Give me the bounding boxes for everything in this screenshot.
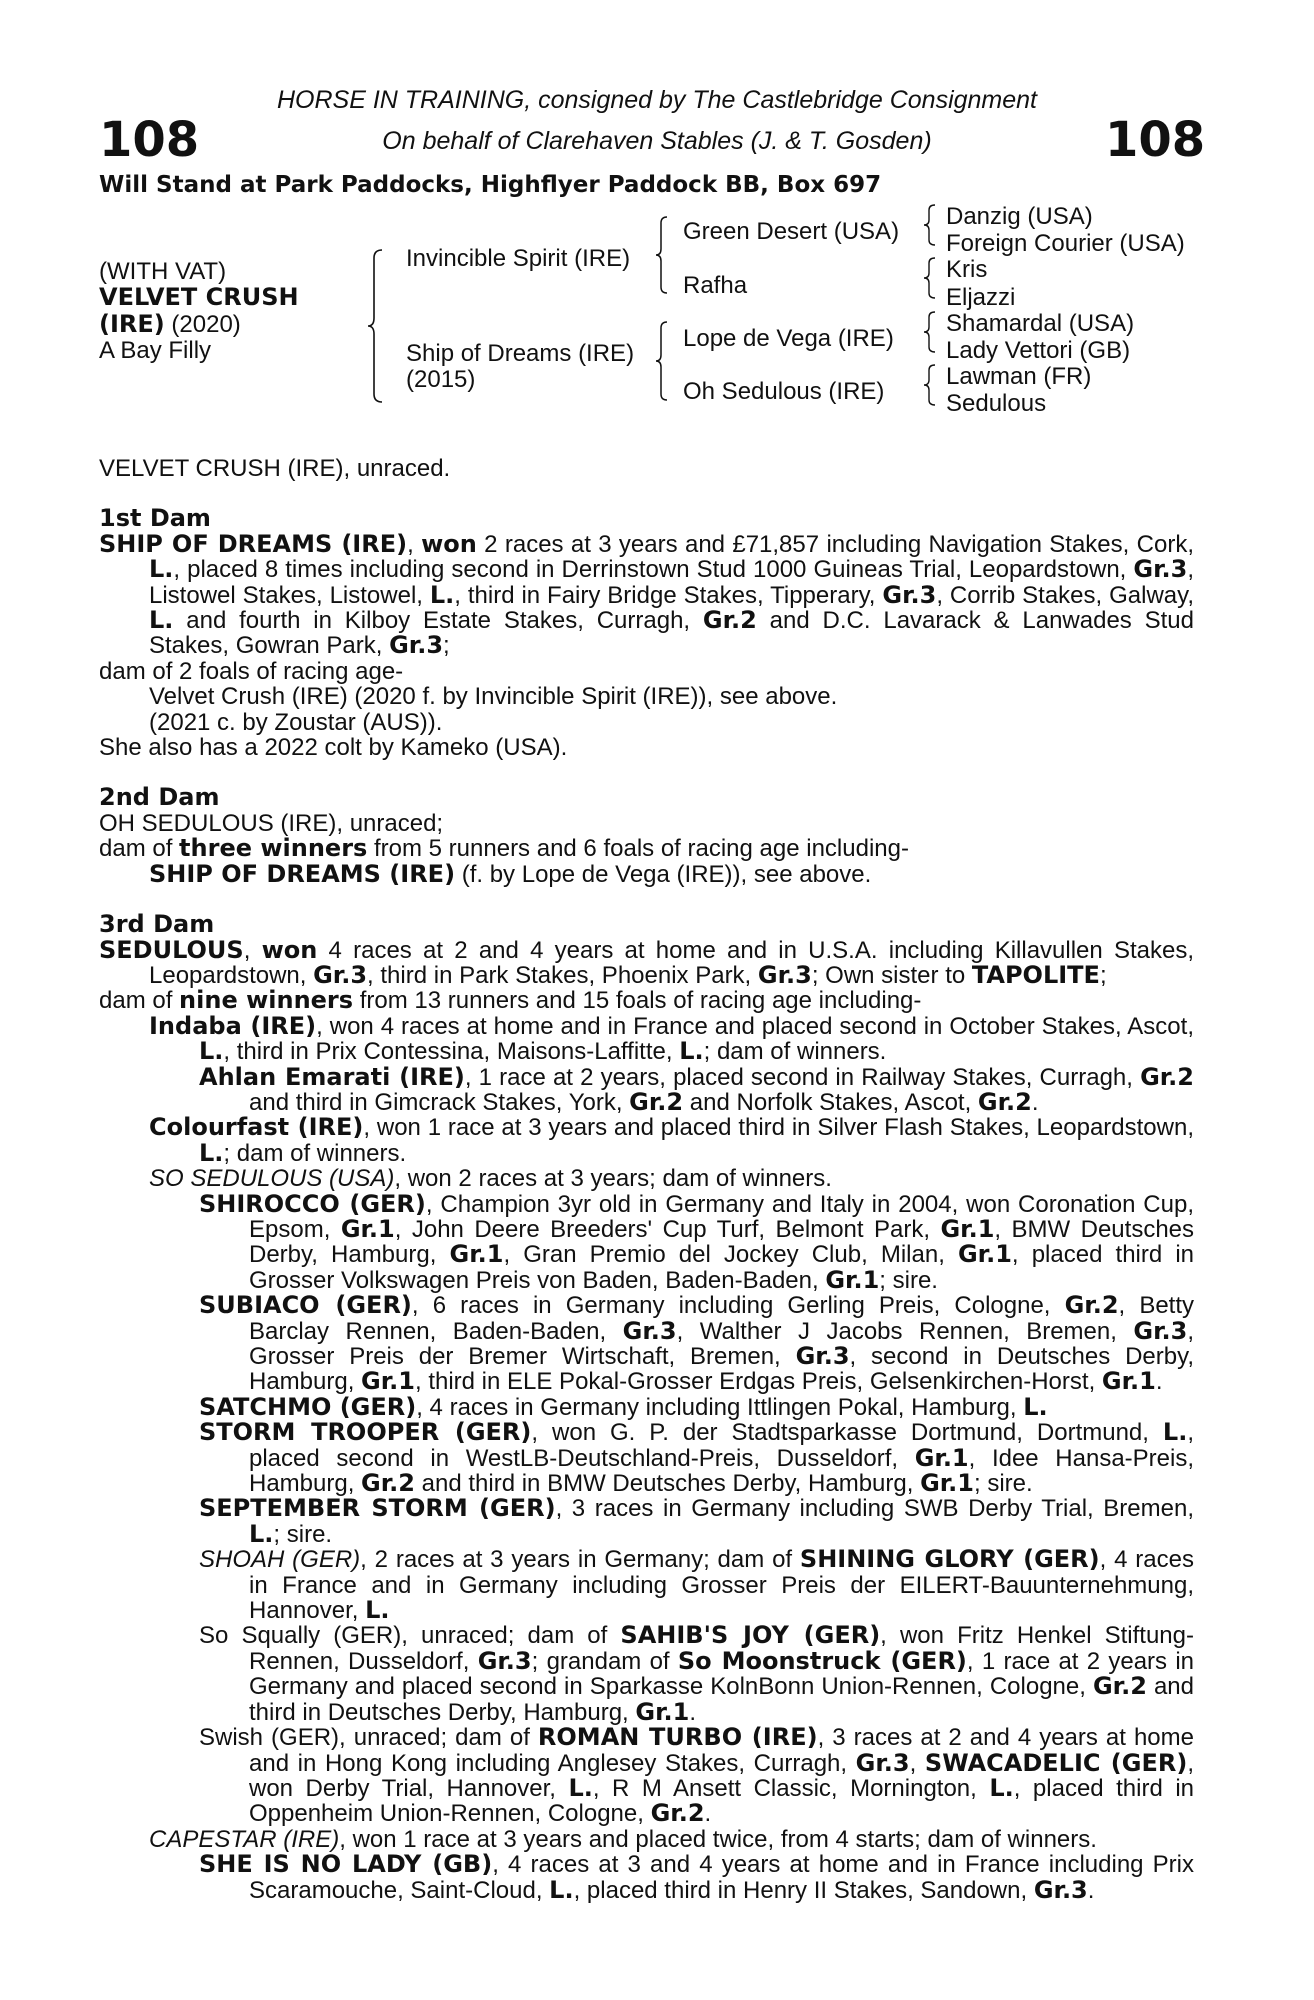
text: Swish (GER), unraced; dam of [199, 1724, 538, 1752]
header-vendor-line: On behalf of Clarehaven Stables (J. & T. Gosden) [382, 127, 932, 155]
text: and D.C. Lavarack & Lanwades Stud Stakes, Gowran Park, [149, 607, 1194, 660]
horse-name: SUBIACO (GER) [199, 1291, 412, 1320]
text: , won 1 race at 3 years and placed twice, from 4 starts; dam of winners. [339, 1825, 1097, 1853]
grade: Gr.2 [650, 1799, 705, 1828]
grade: Gr.3 [477, 1646, 532, 1675]
pedigree-ssd: Foreign Courier (USA) [946, 230, 1185, 257]
header-consignor-line: HORSE IN TRAINING, consigned by The Castlebridge Consignment [276, 86, 1038, 114]
horse-name: SO SEDULOUS (USA) [149, 1165, 395, 1193]
pedigree-brace-dd [922, 363, 938, 407]
horse-country: (IRE) [99, 310, 165, 338]
first-dam-record: SHIP OF DREAMS (IRE), won 2 races at 3 years and £71,857 including Navigation Stakes, Cork, L., placed 8 times including second in Derrinstown Stud 1000 Guineas Trial, Leopardstown, Gr.3, Listowel Stakes, Listowel, L., third in Fairy Bridge Stakes, Tipperary, Gr.3, Corrib Stakes, Galway, L. and fourth in Kilboy Estate Stakes, Curragh, Gr.2 and D.C. Lavarack & Lanwades Stud Stakes, Gowran Park, Gr.3; [99, 529, 1195, 660]
grade: Gr.3 [795, 1342, 850, 1370]
text: from 13 runners and 15 foals of racing age including- [353, 987, 922, 1015]
third-dam-produce [99, 988, 1194, 1013]
pedigree-brace-ds [922, 310, 938, 354]
grade: Gr.1 [957, 1240, 1012, 1269]
grade: L. [989, 1773, 1014, 1802]
text: , Gran Premio del Jockey Club, Milan, [503, 1241, 958, 1269]
text: , Idee Hansa-Preis, Hamburg, [249, 1444, 1195, 1498]
horse-name: Colourfast (IRE) [149, 1113, 364, 1142]
text: , won 1 race at 3 years and placed third in Silver Flash Stakes, Leopardstown, [363, 1114, 1194, 1142]
text: ; sire. [273, 1520, 333, 1548]
horse-name: TAPOLITE [971, 960, 1100, 989]
grade: Gr.1 [361, 1367, 415, 1396]
grade: Gr.2 [1140, 1062, 1194, 1091]
grade: L. [679, 1037, 704, 1066]
grade: Gr.3 [855, 1748, 910, 1777]
winners-count: three winners [179, 834, 368, 863]
foal-2021-colt: (2021 c. by Zoustar (AUS)). [149, 708, 443, 736]
text: , Walther J Jacobs Rennen, Bremen, [676, 1317, 1134, 1345]
text: dam of [99, 987, 180, 1015]
text: , R M Ansett Classic, Mornington, [592, 1774, 990, 1802]
text: , 4 races in Germany including Ittlingen Pokal, Hamburg, [416, 1393, 1024, 1421]
text: , third in Prix Contessina, Maisons-Laffitte, [223, 1038, 680, 1066]
horse-name: SHINING GLORY (GER) [799, 1545, 1100, 1574]
grade: Gr.3 [1133, 1316, 1188, 1345]
won-word: won [421, 529, 477, 558]
produce-storm-trooper [99, 1420, 1194, 1496]
text: ; sire. [879, 1266, 938, 1294]
pedigree-dam-dam: Oh Sedulous (IRE) [683, 378, 885, 405]
grade: L. [568, 1773, 593, 1802]
text: (f. by Lope de Vega (IRE)), see above. [455, 860, 872, 888]
horse-name: SHIROCCO (GER) [199, 1189, 426, 1218]
won-word: won [261, 935, 318, 964]
produce-satchmo [99, 1392, 1194, 1421]
text: , won Derby Trial, Hannover, [249, 1749, 1194, 1802]
grade: L. [1023, 1392, 1048, 1421]
grade: Gr.2 [977, 1087, 1032, 1116]
horse-name: SHOAH (GER) [199, 1546, 361, 1574]
text: , 6 races in Germany including Gerling Preis, Cologne, [411, 1292, 1065, 1320]
grade: Gr.3 [622, 1316, 677, 1345]
text: , placed third in Oppenheim Union-Rennen, Cologne, [249, 1774, 1194, 1828]
text: and third in BMW Deutsches Derby, Hamburg, [414, 1470, 921, 1498]
grade: Gr.3 [1133, 555, 1188, 584]
text: ; dam of winners. [223, 1139, 407, 1167]
lot-number-left: 108 [99, 112, 200, 168]
grade: Gr.3 [882, 580, 937, 609]
second-dam-record: OH SEDULOUS (IRE), unraced; [99, 809, 444, 837]
horse-suffix-year [99, 310, 241, 339]
text: ; [1099, 961, 1107, 989]
text: , placed third in Grosser Volkswagen Preis von Baden, Baden-Baden, [249, 1241, 1194, 1294]
foal-velvet-crush: Velvet Crush (IRE) (2020 f. by Invincible Spirit (IRE)), see above. [149, 683, 838, 711]
text: 2 races at 3 years and £71,857 including Navigation Stakes, Cork, [476, 530, 1194, 558]
third-dam-name: SEDULOUS [99, 935, 244, 964]
horse-name: CAPESTAR (IRE) [149, 1825, 340, 1853]
text: from 5 runners and 6 foals of racing age including- [367, 835, 909, 863]
pedigree-dam: Ship of Dreams (IRE) [406, 340, 635, 367]
produce-september-storm [99, 1496, 1194, 1547]
produce-subiaco [99, 1293, 1194, 1395]
text: , won 2 races at 3 years; dam of winners. [394, 1165, 832, 1193]
stand-location: Will Stand at Park Paddocks, Highflyer Paddock BB, Box 697 [99, 172, 882, 198]
text: and third in Gimcrack Stakes, York, [249, 1088, 630, 1116]
text: dam of [99, 835, 180, 863]
horse-name: So Moonstruck (GER) [677, 1646, 967, 1675]
grade: Gr.3 [757, 960, 812, 989]
grade: Gr.2 [361, 1469, 415, 1498]
grade: L. [429, 580, 455, 609]
text: and fourth in Kilboy Estate Stakes, Curragh, [173, 607, 703, 635]
grade: L. [149, 606, 174, 635]
grade: L. [149, 555, 174, 584]
horse-name: SAHIB'S JOY (GER) [620, 1621, 881, 1650]
text: 4 races at 2 and 4 years at home and in U.S.A. including Killavullen Stakes, Leopardstown, [149, 936, 1194, 989]
text: ; Own sister to [811, 961, 972, 989]
pedigree-brace-sd [922, 256, 938, 300]
second-dam-produce-ship-of-dreams [99, 859, 1194, 888]
pedigree-sire-dam: Rafha [683, 272, 748, 299]
grade: Gr.1 [940, 1214, 995, 1243]
text: , 2 races at 3 years in Germany; dam of [360, 1546, 800, 1574]
text: , second in Deutsches Derby, Hamburg, [249, 1343, 1194, 1396]
grade: Gr.1 [635, 1697, 690, 1726]
produce-she-is-no-lady [99, 1852, 1194, 1903]
produce-swish [99, 1725, 1194, 1827]
pedigree-sire: Invincible Spirit (IRE) [406, 245, 631, 272]
produce-indaba [99, 1011, 1194, 1066]
text: , won 4 races at home and in France and placed second in October Stakes, Ascot, [316, 1012, 1194, 1040]
text: , [243, 936, 262, 964]
horse-name: VELVET CRUSH [99, 283, 299, 311]
first-dam-heading: 1st Dam [99, 504, 211, 533]
grade: L. [199, 1037, 224, 1066]
pedigree-brace-dam [654, 320, 670, 402]
text: , 1 race at 2 years in Germany and placed second in Sparkasse KolnBonn Union-Rennen, Cologne, [249, 1647, 1194, 1701]
grade: Gr.1 [914, 1443, 969, 1472]
horse-name: SWACADELIC (GER) [924, 1748, 1188, 1777]
text: . [1031, 1088, 1039, 1116]
text: , 4 races in France and in Germany including Grosser Preis der EILERT-Bauunternehmung, Hannover, [249, 1546, 1194, 1625]
text: , BMW Deutsches Derby, Hamburg, [249, 1215, 1195, 1269]
grade: Gr.3 [1033, 1875, 1088, 1904]
second-dam-heading: 2nd Dam [99, 783, 220, 812]
text: . [704, 1800, 712, 1828]
grade: L. [365, 1596, 390, 1625]
first-dam-name: SHIP OF DREAMS (IRE) [99, 529, 408, 558]
pedigree-sire-sire: Green Desert (USA) [683, 218, 900, 245]
grade: Gr.2 [1064, 1291, 1119, 1320]
grade: L. [1162, 1418, 1188, 1447]
vat-note: (WITH VAT) [99, 258, 227, 285]
grade: Gr.1 [920, 1469, 974, 1498]
third-dam-record [99, 935, 1194, 989]
horse-name: Ahlan Emarati (IRE) [199, 1062, 465, 1091]
grade: Gr.1 [825, 1265, 880, 1294]
grade: L. [549, 1875, 574, 1904]
text: , 1 race at 2 years, placed second in Railway Stakes, Curragh, [464, 1063, 1141, 1091]
pedigree-brace-ss [922, 203, 938, 247]
produce-capestar [99, 1827, 1194, 1852]
text: , third in ELE Pokal-Grosser Erdgas Preis, Gelsenkirchen-Horst, [414, 1368, 1102, 1396]
text: , third in Fairy Bridge Stakes, Tipperary, [454, 581, 883, 609]
text: , John Deere Breeders' Cup Turf, Belmont Park, [394, 1215, 941, 1243]
horse-name: SHIP OF DREAMS (IRE) [149, 859, 456, 888]
text: . [1155, 1368, 1163, 1396]
horse-name: SATCHMO (GER) [199, 1392, 417, 1421]
produce-shoah [99, 1547, 1194, 1623]
text: , Betty Barclay Rennen, Baden-Baden, [249, 1292, 1195, 1345]
text: , Corrib Stakes, Galway, [936, 581, 1195, 609]
text: and Norfolk Stakes, Ascot, [683, 1088, 978, 1116]
grade: Gr.1 [340, 1214, 395, 1243]
text: , won Fritz Henkel Stiftung-Rennen, Dusseldorf, [249, 1622, 1194, 1675]
produce-so-sedulous [99, 1166, 1194, 1191]
text: , Grosser Preis der Bremer Wirtschaft, Bremen, [249, 1317, 1194, 1370]
text: ; [443, 632, 450, 660]
grade: Gr.3 [389, 631, 444, 660]
grade: Gr.2 [629, 1087, 684, 1116]
text: So Squally (GER), unraced; dam of [199, 1622, 621, 1650]
grade: Gr.1 [1101, 1367, 1156, 1396]
text: , Listowel Stakes, Listowel, [149, 556, 1194, 609]
text: , [909, 1749, 925, 1777]
pedigree-sds: Kris [946, 256, 988, 283]
catalogue-body [99, 456, 1194, 1903]
first-dam-foals-intro: dam of 2 foals of racing age- [99, 657, 404, 685]
horse-name: Indaba (IRE) [149, 1011, 317, 1040]
pedigree-sss: Danzig (USA) [946, 203, 1093, 230]
pedigree-brace-main [366, 248, 386, 404]
lot-number-right: 108 [1105, 112, 1206, 168]
pedigree-sdd: Eljazzi [946, 284, 1016, 311]
second-dam-produce [99, 836, 1194, 861]
first-dam-also: She also has a 2022 colt by Kameko (USA). [99, 734, 568, 762]
pedigree-dam-year: (2015) [406, 366, 476, 393]
intro-line: VELVET CRUSH (IRE), unraced. [99, 455, 451, 482]
text: ; grandam of [531, 1647, 678, 1675]
horse-year: (2020) [164, 311, 241, 338]
text: , placed third in Henry II Stakes, Sandown, [573, 1876, 1034, 1904]
pedigree-dss: Shamardal (USA) [946, 310, 1135, 337]
text: , 4 races at 3 and 4 years at home and in France including Prix Scaramouche, Saint-Cloud, [249, 1851, 1194, 1904]
horse-name: SEPTEMBER STORM (GER) [199, 1494, 556, 1523]
text: . [1087, 1876, 1095, 1904]
pedigree-dsd: Lady Vettori (GB) [946, 337, 1131, 364]
text: , Champion 3yr old in Germany and Italy in 2004, won Coronation Cup, Epsom, [249, 1190, 1195, 1243]
grade: Gr.2 [1092, 1672, 1147, 1701]
produce-ahlan-emarati [99, 1062, 1194, 1116]
pedigree-dam-sire: Lope de Vega (IRE) [683, 325, 894, 352]
grade: Gr.1 [449, 1240, 504, 1269]
text: . [689, 1698, 696, 1726]
horse-name: SHE IS NO LADY (GB) [199, 1850, 493, 1879]
text: , placed second in WestLB-Deutschland-Preis, Dusseldorf, [249, 1419, 1195, 1472]
horse-name: STORM TROOPER (GER) [199, 1418, 532, 1447]
pedigree-brace-sire [654, 215, 670, 295]
horse-description: A Bay Filly [99, 337, 212, 364]
text: , won G. P. der Stadtsparkasse Dortmund, Dortmund, [531, 1419, 1163, 1447]
grade: L. [199, 1138, 224, 1167]
produce-shirocco [99, 1189, 1195, 1294]
text: , 3 races at 2 and 4 years at home and in Hong Kong including Anglesey Stakes, Curragh, [249, 1724, 1194, 1777]
winners-count: nine winners [179, 986, 354, 1015]
pedigree-dds: Lawman (FR) [946, 363, 1092, 390]
pedigree-ddd: Sedulous [946, 390, 1047, 417]
text: , third in Park Stakes, Phoenix Park, [367, 961, 758, 989]
grade: Gr.2 [702, 606, 757, 635]
grade: L. [249, 1519, 274, 1548]
text: ; sire. [974, 1470, 1033, 1498]
text: , 3 races in Germany including SWB Derby Trial, Bremen, [555, 1495, 1194, 1523]
horse-name: ROMAN TURBO (IRE) [537, 1723, 818, 1752]
text: and third in Deutsches Derby, Hamburg, [249, 1673, 1194, 1726]
produce-colourfast [99, 1115, 1194, 1166]
text: , placed 8 times including second in Derrinstown Stud 1000 Guineas Trial, Leopardstown, [173, 556, 1134, 584]
text: ; dam of winners. [703, 1038, 887, 1066]
grade: Gr.3 [313, 960, 368, 989]
third-dam-heading: 3rd Dam [99, 910, 215, 939]
produce-so-squally [99, 1623, 1194, 1725]
